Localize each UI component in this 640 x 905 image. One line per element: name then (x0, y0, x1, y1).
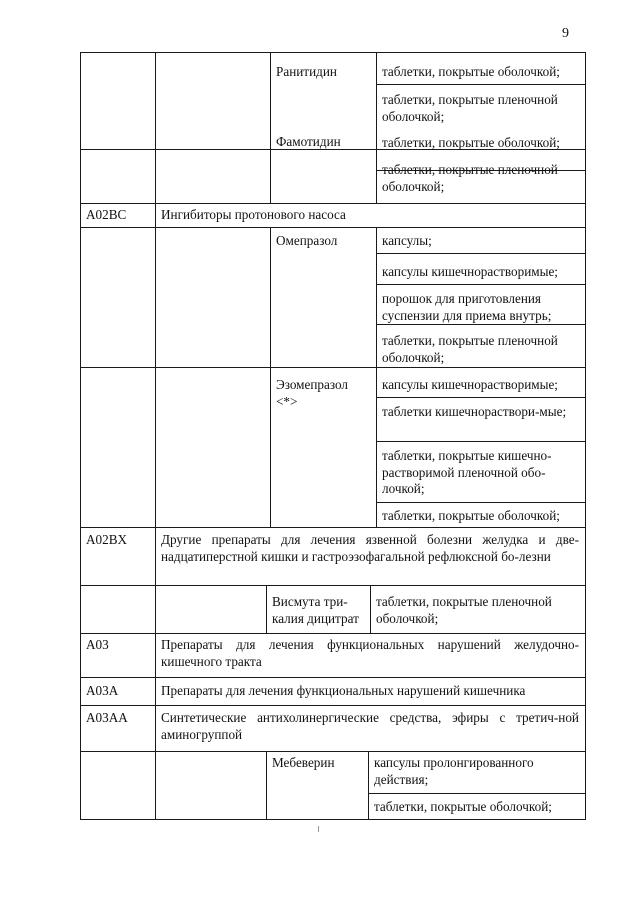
drug-name: Фамотидин (276, 134, 341, 149)
atc-code: A03AA (86, 710, 128, 725)
dosage-form: капсулы кишечнорастворимые; (382, 264, 558, 279)
scan-mark (318, 826, 319, 832)
group-name: Ингибиторы протонового насоса (161, 207, 346, 222)
atc-code: A03 (86, 637, 109, 652)
drug-name: Висмута три-калия дицитрат (272, 594, 359, 626)
atc-code: A02BX (86, 532, 128, 547)
drug-name: Ранитидин (276, 64, 337, 79)
group-name: Препараты для лечения функциональных нарушений желудочно-кишечного тракта (161, 637, 579, 669)
dosage-form: таблетки, покрытые пленочной оболочкой; (382, 162, 558, 194)
drug-name: Омепразол (276, 233, 338, 248)
dosage-form: таблетки, покрытые пленочной оболочкой; (382, 92, 558, 124)
drug-name: Эзомепразол <*> (276, 377, 349, 409)
atc-code: A02BC (86, 207, 127, 222)
dosage-form: таблетки кишечнораствори-мые; (382, 404, 567, 419)
dosage-form: таблетки, покрытые пленочной оболочкой; (382, 333, 558, 365)
dosage-form: капсулы; (382, 233, 432, 248)
dosage-form: капсулы пролонгированного действия; (374, 755, 534, 787)
dosage-form: таблетки, покрытые оболочкой; (374, 799, 552, 814)
dosage-form: таблетки, покрытые оболочкой; (382, 64, 560, 79)
group-name: Препараты для лечения функциональных нарушений кишечника (161, 683, 526, 698)
group-name: Синтетические антихолинергические средства, эфиры с третич-ной аминогруппой (161, 710, 579, 742)
dosage-form: таблетки, покрытые оболочкой; (382, 508, 560, 523)
dosage-form: капсулы кишечнорастворимые; (382, 377, 558, 392)
drug-list-table (80, 52, 586, 820)
dosage-form: порошок для приготовления суспензии для приема внутрь; (382, 291, 552, 323)
atc-code: A03A (86, 683, 119, 698)
dosage-form: таблетки, покрытые оболочкой; (382, 135, 560, 150)
dosage-form: таблетки, покрытые кишечно-растворимой пленочной обо-лочкой; (382, 448, 552, 496)
group-name: Другие препараты для лечения язвенной болезни желудка и две-надцатиперстной кишки и гастроэзофагальной рефлюксной бо-лезни (161, 532, 579, 564)
drug-name: Мебеверин (272, 755, 335, 770)
page-number: 9 (562, 26, 569, 41)
dosage-form: таблетки, покрытые пленочной оболочкой; (376, 594, 552, 626)
